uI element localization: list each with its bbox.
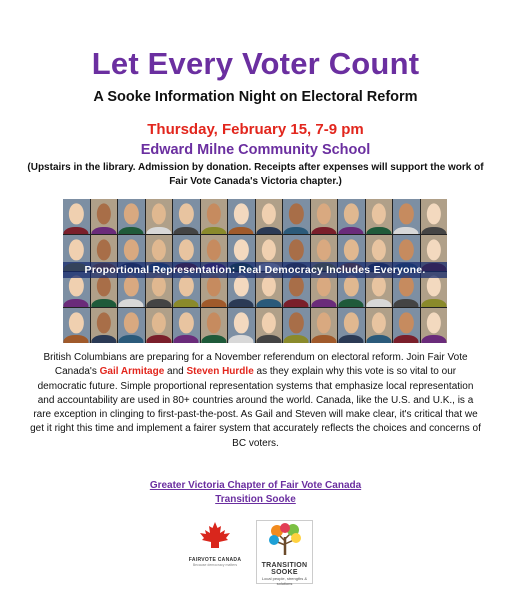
photo-figure-face [372,203,386,224]
supporter-photo [311,308,338,343]
photo-figure-body [284,227,309,235]
supporter-photo [256,199,283,234]
photo-figure-face [207,239,221,260]
supporter-photo [91,308,118,343]
photo-figure-face [69,239,83,260]
photo-figure-face [97,276,111,297]
photo-figure-face [344,276,358,297]
photo-figure-face [124,203,138,224]
photo-figure-body [146,335,171,343]
supporter-photo [311,199,338,234]
photo-figure-body [91,335,116,343]
photo-figure-body [421,299,446,307]
photo-figure-face [262,239,276,260]
poster-subtitle: A Sooke Information Night on Electoral Reform [93,89,418,105]
photo-figure-body [311,299,336,307]
photo-figure-face [207,203,221,224]
photo-figure-body [229,335,254,343]
photo-figure-body [201,227,226,235]
tree-icon [263,521,307,557]
photo-figure-face [97,203,111,224]
photo-figure-body [394,299,419,307]
supporter-photo [118,199,145,234]
photo-figure-face [289,203,303,224]
supporter-photo [393,308,420,343]
supporter-photo [421,199,448,234]
photo-figure-body [394,335,419,343]
photo-figure-face [372,239,386,260]
photo-figure-face [317,312,331,333]
photo-figure-face [152,239,166,260]
photo-figure-body [366,227,391,235]
photo-figure-body [311,227,336,235]
supporter-photo-collage [63,199,447,343]
photo-figure-face [289,312,303,333]
photo-figure-face [152,203,166,224]
photo-figure-face [152,276,166,297]
photo-figure-body [256,227,281,235]
supporter-photo [366,308,393,343]
photo-banner: Proportional Representation: Real Democracy Includes Everyone. [63,262,447,278]
supporter-photo [283,308,310,343]
photo-figure-body [146,227,171,235]
photo-figure-face [179,203,193,224]
photo-figure-body [229,227,254,235]
photo-figure-body [174,299,199,307]
photo-figure-face [152,312,166,333]
photo-figure-face [399,276,413,297]
photo-figure-face [372,312,386,333]
photo-figure-body [119,227,144,235]
photo-figure-body [201,299,226,307]
links-block [0,479,511,507]
photo-figure-face [97,239,111,260]
supporter-photo [228,308,255,343]
supporter-photo [256,308,283,343]
photo-figure-body [339,227,364,235]
supporter-photo [146,199,173,234]
photo-figure-body [366,299,391,307]
fairvote-tagline: Because democracy matters [192,563,238,567]
photo-figure-body [91,227,116,235]
transition-name-1: TRANSITION [261,562,308,569]
photo-figure-face [124,239,138,260]
photo-figure-face [234,276,248,297]
photo-figure-body [64,335,89,343]
link-fair-vote-victoria[interactable]: Greater Victoria Chapter of Fair Vote Canada [149,480,362,491]
supporter-photo [338,308,365,343]
supporter-photo [91,199,118,234]
photo-figure-body [201,335,226,343]
supporter-photo [393,199,420,234]
photo-figure-body [366,335,391,343]
photo-figure-face [97,312,111,333]
photo-figure-face [399,312,413,333]
photo-figure-body [229,299,254,307]
photo-figure-body [394,227,419,235]
link-transition-sooke[interactable]: Transition Sooke [215,494,296,505]
photo-figure-face [124,276,138,297]
transition-tagline: Local people, strengths & solutions [261,576,308,586]
supporter-photo [421,308,448,343]
photo-figure-face [317,203,331,224]
photo-figure-face [399,239,413,260]
photo-figure-face [179,276,193,297]
photo-figure-face [289,239,303,260]
supporter-photo [366,199,393,234]
transition-name-2: SOOKE [271,569,298,576]
speaker-name-gail: Gail Armitage [99,366,165,378]
supporter-photo [63,308,90,343]
event-note: (Upstairs in the library. Admission by donation. Receipts after expenses will support the work of Fair Vote Canada's Victoria chapter.) [27,162,484,187]
body-text-3: as they explain why this vote is so vital to our democratic future. Simple proportional representation systems that emphasize local representation and accountability are used in 80+ countries around the world. Canada, like the U.S. and U.K., is a rare exception in clinging to first-past-the-post. As Gail and Steven will make clear, it's critical that we get it right this time and implement a fairer system that accurately reflects the choices and concerns of BC voters. [30,366,481,449]
poster-title: Let Every Voter Count [91,46,420,81]
photo-figure-body [64,299,89,307]
body-paragraph [30,351,481,451]
body-text-2: and [164,366,187,378]
photo-figure-face [207,276,221,297]
photo-figure-face [344,312,358,333]
photo-figure-body [146,299,171,307]
photo-figure-face [124,312,138,333]
photo-figure-body [174,335,199,343]
supporter-photo [338,199,365,234]
photo-figure-face [262,203,276,224]
photo-figure-face [317,276,331,297]
photo-figure-face [234,312,248,333]
supporter-photo [173,199,200,234]
supporter-photo [201,308,228,343]
photo-figure-body [256,335,281,343]
photo-figure-body [421,335,446,343]
transition-sooke-logo [256,520,313,584]
event-venue: Edward Milne Community School [140,142,371,158]
supporter-photo [146,308,173,343]
speaker-name-steven: Steven Hurdle [186,366,254,378]
photo-figure-face [427,276,441,297]
photo-figure-body [91,299,116,307]
supporter-photo [201,199,228,234]
photo-figure-face [372,276,386,297]
photo-figure-face [262,312,276,333]
photo-figure-face [179,239,193,260]
photo-figure-face [234,239,248,260]
photo-figure-body [311,335,336,343]
photo-figure-body [339,299,364,307]
event-date: Thursday, February 15, 7-9 pm [147,121,364,138]
photo-figure-body [284,335,309,343]
photo-figure-face [69,203,83,224]
photo-figure-face [344,239,358,260]
photo-figure-face [234,203,248,224]
photo-figure-face [427,239,441,260]
photo-figure-face [207,312,221,333]
supporter-photo [118,308,145,343]
photo-figure-body [421,227,446,235]
supporter-photo [283,199,310,234]
photo-figure-face [69,276,83,297]
photo-figure-body [174,227,199,235]
photo-figure-face [289,276,303,297]
photo-figure-face [179,312,193,333]
photo-figure-body [284,299,309,307]
photo-figure-face [344,203,358,224]
body-text-1: British Columbians are preparing for a November referendum on electoral reform. Join Fair Vote Canada's [43,352,468,378]
photo-figure-body [339,335,364,343]
fairvote-name: FAIRVOTE CANADA [188,557,242,563]
photo-figure-face [427,312,441,333]
photo-figure-body [119,299,144,307]
photo-figure-body [64,227,89,235]
photo-figure-face [427,203,441,224]
supporter-photo [228,199,255,234]
supporter-photo [173,308,200,343]
photo-figure-face [317,239,331,260]
photo-figure-face [69,312,83,333]
photo-figure-body [119,335,144,343]
photo-figure-face [399,203,413,224]
maple-leaf-icon [197,520,233,550]
supporter-photo [63,199,90,234]
fairvote-logo [185,520,245,576]
photo-figure-face [262,276,276,297]
photo-figure-body [256,299,281,307]
